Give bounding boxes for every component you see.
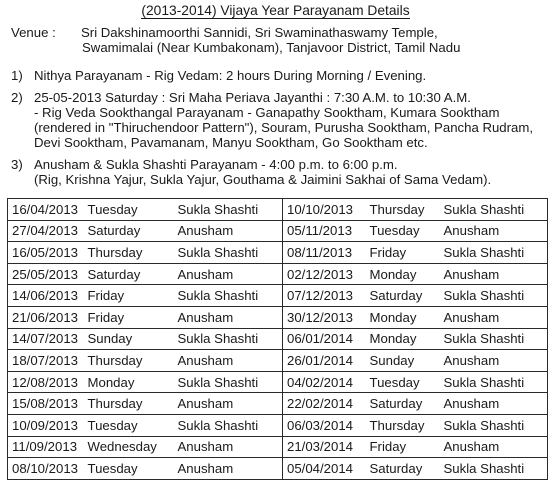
schedule-date-cell: 08/10/2013 [8,458,84,480]
schedule-parayanam-cell: Anusham [174,306,283,328]
schedule-date-cell: 27/04/2013 [8,220,84,242]
list-item-body [34,157,546,187]
schedule-date-cell: 26/01/2014 [283,350,366,372]
list-item-line: - Rig Veda Sookthangal Parayanam - Ganapathy Sooktham, Kumara Sooktham [34,105,500,120]
schedule-date-cell: 16/04/2013 [8,199,84,221]
schedule-date-cell: 10/10/2013 [283,199,366,221]
table-row [8,393,548,415]
schedule-day-cell: Sunday [84,328,174,350]
schedule-day-cell: Friday [84,285,174,307]
venue-label: Venue : [11,25,56,40]
table-row [8,242,548,264]
venue-address-line-2: Swamimalai (Near Kumbakonam), Tanjavoor District, Tamil Nadu [82,40,461,55]
schedule-parayanam-cell: Sukla Shashti [174,285,283,307]
schedule-date-cell: 05/11/2013 [283,220,366,242]
list-item-line: Devi Sooktham, Pavamanam, Manyu Sooktham, Go Sooktham etc. [34,135,428,150]
table-row [8,436,548,458]
schedule-day-cell: Thursday [366,414,440,436]
schedule-table [7,198,548,480]
schedule-date-cell: 08/11/2013 [283,242,366,264]
schedule-day-cell: Saturday [84,220,174,242]
table-row [8,350,548,372]
schedule-day-cell: Thursday [84,393,174,415]
schedule-parayanam-cell: Anusham [440,436,548,458]
table-row [8,263,548,285]
schedule-parayanam-cell: Anusham [440,263,548,285]
venue-block [11,25,546,55]
schedule-parayanam-cell: Anusham [440,393,548,415]
schedule-date-cell: 10/09/2013 [8,414,84,436]
schedule-parayanam-cell: Anusham [174,350,283,372]
schedule-parayanam-cell: Sukla Shashti [440,371,548,393]
list-item-line: 25-05-2013 Saturday : Sri Maha Periava Jayanthi : 7:30 A.M. to 10:30 A.M. [34,90,471,105]
list-item-number: 3) [11,157,23,172]
schedule-day-cell: Friday [366,242,440,264]
schedule-day-cell: Tuesday [366,220,440,242]
table-row [8,285,548,307]
schedule-date-cell: 11/09/2013 [8,436,84,458]
schedule-day-cell: Tuesday [366,371,440,393]
schedule-day-cell: Monday [366,263,440,285]
table-row [8,414,548,436]
list-item-body [34,68,546,83]
schedule-date-cell: 02/12/2013 [283,263,366,285]
schedule-parayanam-cell: Sukla Shashti [440,285,548,307]
schedule-parayanam-cell: Anusham [440,220,548,242]
schedule-parayanam-cell: Sukla Shashti [174,328,283,350]
schedule-date-cell: 14/06/2013 [8,285,84,307]
table-row [8,371,548,393]
table-row [8,458,548,480]
page-title-text: (2013-2014) Vijaya Year Parayanam Details [141,3,410,18]
schedule-day-cell: Saturday [366,393,440,415]
schedule-day-cell: Thursday [366,199,440,221]
schedule-date-cell: 22/02/2014 [283,393,366,415]
schedule-day-cell: Sunday [366,350,440,372]
schedule-day-cell: Tuesday [84,414,174,436]
table-row [8,220,548,242]
schedule-date-cell: 14/07/2013 [8,328,84,350]
schedule-parayanam-cell: Sukla Shashti [174,371,283,393]
schedule-parayanam-cell: Anusham [174,393,283,415]
schedule-day-cell: Saturday [366,285,440,307]
schedule-parayanam-cell: Anusham [440,350,548,372]
schedule-day-cell: Monday [366,328,440,350]
schedule-date-cell: 18/07/2013 [8,350,84,372]
schedule-parayanam-cell: Sukla Shashti [174,242,283,264]
schedule-date-cell: 21/03/2014 [283,436,366,458]
schedule-parayanam-cell: Sukla Shashti [174,414,283,436]
list-item-number: 2) [11,90,23,105]
schedule-day-cell: Thursday [84,242,174,264]
schedule-parayanam-cell: Sukla Shashti [174,199,283,221]
list-item-line: (Rig, Krishna Yajur, Sukla Yajur, Gouthama & Jaimini Sakhai of Sama Vedam). [34,172,492,187]
schedule-day-cell: Tuesday [84,458,174,480]
page-title [0,3,551,18]
list-item-line: Nithya Parayanam - Rig Vedam: 2 hours During Morning / Evening. [34,68,427,83]
schedule-day-cell: Saturday [366,458,440,480]
schedule-date-cell: 16/05/2013 [8,242,84,264]
schedule-day-cell: Friday [84,306,174,328]
schedule-day-cell: Tuesday [84,199,174,221]
list-item-line: (rendered in "Thiruchendoor Pattern"), Souram, Purusha Sooktham, Pancha Rudram, [34,120,534,135]
schedule-parayanam-cell: Sukla Shashti [440,414,548,436]
schedule-parayanam-cell: Anusham [440,306,548,328]
schedule-day-cell: Monday [366,306,440,328]
schedule-table-body [8,199,548,480]
schedule-day-cell: Monday [84,371,174,393]
schedule-parayanam-cell: Sukla Shashti [440,458,548,480]
schedule-day-cell: Saturday [84,263,174,285]
schedule-date-cell: 05/04/2014 [283,458,366,480]
schedule-date-cell: 30/12/2013 [283,306,366,328]
table-row [8,328,548,350]
schedule-parayanam-cell: Anusham [174,458,283,480]
schedule-parayanam-cell: Sukla Shashti [440,199,548,221]
schedule-parayanam-cell: Anusham [174,436,283,458]
list-item-number: 1) [11,68,23,83]
schedule-date-cell: 06/01/2014 [283,328,366,350]
schedule-day-cell: Wednesday [84,436,174,458]
schedule-day-cell: Friday [366,436,440,458]
list-item-body [34,90,546,150]
schedule-date-cell: 12/08/2013 [8,371,84,393]
schedule-parayanam-cell: Anusham [174,220,283,242]
schedule-date-cell: 06/03/2014 [283,414,366,436]
schedule-parayanam-cell: Sukla Shashti [440,328,548,350]
list-item-line: Anusham & Sukla Shashti Parayanam - 4:00 p.m. to 6:00 p.m. [34,157,398,172]
schedule-parayanam-cell: Sukla Shashti [440,242,548,264]
schedule-day-cell: Thursday [84,350,174,372]
schedule-date-cell: 21/06/2013 [8,306,84,328]
schedule-date-cell: 04/02/2014 [283,371,366,393]
table-row [8,199,548,221]
venue-address-line-1: Sri Dakshinamoorthi Sannidi, Sri Swaminathaswamy Temple, [81,25,438,40]
schedule-date-cell: 25/05/2013 [8,263,84,285]
schedule-date-cell: 07/12/2013 [283,285,366,307]
schedule-parayanam-cell: Anusham [174,263,283,285]
table-row [8,306,548,328]
venue-line-1 [11,25,546,40]
schedule-date-cell: 15/08/2013 [8,393,84,415]
